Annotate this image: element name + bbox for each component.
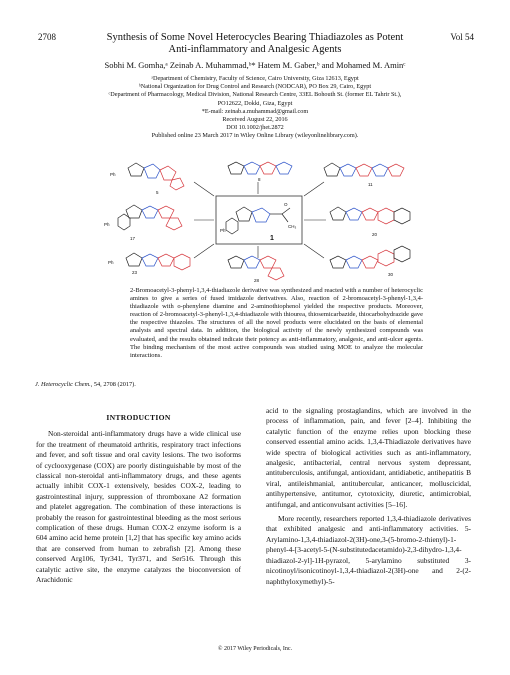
arrow <box>194 182 214 196</box>
ph-label: Ph <box>220 228 226 233</box>
compound-1-structure <box>226 207 290 234</box>
arrow <box>304 182 324 196</box>
section-heading: INTRODUCTION <box>106 413 171 422</box>
intro-paragraph: More recently, researchers reported 1,3,4-thiadiazole derivatives that exhibited analgesic and anti-inflammatory activities. 5-Arylamino-1,3,4-thiadiazol-2(3H)-one,3-(5-bromo-2-thienyl)-1-phenyl-4-[3-acetyl-5-(N-substitutedacetamido)-2,3-dihydro-1,3,4-thiadiazol-2-yl]-1H-pyrazol, 5-arylamino substituted 3-nicotinoyl/isonicotinoyl-1,3,4-thiadiazol-2(3H)-one and 2-(2-naphthyloxymethyl)-5- <box>266 514 471 586</box>
abstract-text: 2-Bromoacetyl-3-phenyl-1,3,4-thiadiazole derivative was synthesized and reacted with a number of heterocyclic amines to give a series of fused imidazole derivatives. Also, reaction of 2-bromoacetyl-3-phenyl-1,3,4-thiadiazole with o-phenylene diamine and 2-aminothiophenol yielded the respective products. Moreover, reaction of 2-bromoacetyl-3-phenyl-1,3,4-thiadiazole with thiourea, thiosemicarbazide, thiocarbohydrazide gave the respective thiazoles. The structures of all the novel products were elucidated on the basis of elemental analysis and spectral data. In addition, the biological activity of the newly synthesized compounds was evaluated, and the results obtained indicate their potency as anti-inflammatory, analgesic, and anti-ulcer agents. The binding mechanism of the most active compounds was studied using MOE to analyze the molecular interactions. <box>130 287 423 359</box>
affiliation-line: ᵇNational Organization for Drug Control and Research (NODCAR), PO Box 29, Cairo, Egypt <box>138 83 372 91</box>
author-list: Sobhi M. Gomha,ᵃ Zeinab A. Muhammad,ᵇ* Hatem M. Gaber,ᵇ and Mohamed M. Aminᶜ <box>104 60 406 70</box>
received-date: Received August 22, 2016 <box>222 116 288 124</box>
compound-label: 23 <box>132 270 138 275</box>
affiliation-line: PO12622, Dokki, Giza, Egypt <box>217 99 293 107</box>
title-line-2: Anti-inflammatory and Analgesic Agents <box>168 44 342 55</box>
compound-17-structure <box>118 205 182 230</box>
title-line-1: Synthesis of Some Novel Heterocycles Bearing Thiadiazoles as Potent <box>106 32 404 43</box>
ph-label: Ph <box>108 260 114 265</box>
compound-label: 5 <box>156 190 159 195</box>
published-line: Published online 23 March 2017 in Wiley Online Library (wileyonlinelibrary.com). <box>151 132 359 140</box>
compound-30-structure <box>330 246 410 268</box>
affiliation-line: ᶜDepartment of Pharmacology, Medical Division, National Research Centre, 33EL Bohouth St. (former EL Tahrir St.), <box>108 91 402 99</box>
affiliations <box>40 75 470 141</box>
compound-label: 30 <box>388 272 394 277</box>
compound-label: 11 <box>368 182 373 187</box>
arrow <box>304 244 324 258</box>
volume-label: Vol 54 <box>450 32 474 42</box>
email-line: *E-mail: zeinab.a.muhammad@gmail.com <box>201 107 309 115</box>
article-title <box>80 32 430 56</box>
page-number: 2708 <box>38 32 56 42</box>
affiliation-line: ᵃDepartment of Chemistry, Faculty of Science, Cairo University, Giza 12613, Egypt <box>151 75 359 82</box>
compound-label: 20 <box>372 232 378 237</box>
compound-5-structure <box>128 163 184 190</box>
ch3-label: CH₃ <box>288 224 297 229</box>
journal-citation <box>35 381 136 388</box>
intro-paragraph: Non-steroidal anti-inflammatory drugs have a wide clinical use for the treatment of rheumatoid arthritis, respiratory tract infections and fever, and soft tissue and oral cavity lesions. The two isoforms of cyclooxygenase (COX) are poorly distinguishable by most of the classical non-steroidal anti-inflammatory drugs, and these agents actually inhibit COX-1 extensively, besides COX-2, leading to gastrointestinal injury, suppression of thromboxane A2 formation and platelet aggregation. The combination of these interactions is probably the reason for gastrointestinal bleeding as the most serious complication of these drugs. Human COX-2 enzyme isoform is a 604 amino acid heme protein [1,2] that has specific key amino acids that are conserved from human to zebrafish [2]. Among these conserved Arg106, Tyr341, Tyr371, and Ser516. Through this catalytic active site, the enzyme catalyzes the bioconversion of Arachidonic <box>36 429 241 585</box>
doi-line: DOI 10.1002/jhet.2872 <box>226 124 284 132</box>
graphical-abstract-scheme <box>86 160 424 284</box>
citation-details: 54, 2708 (2017). <box>92 381 136 388</box>
compound-label: 17 <box>130 236 136 241</box>
arrow <box>194 244 214 258</box>
ph-label: Ph <box>110 172 116 177</box>
compound-11-structure <box>324 163 404 176</box>
ph-label: Ph <box>104 222 110 227</box>
compound-label: 28 <box>254 278 260 283</box>
compound-28-structure <box>228 256 284 280</box>
right-column <box>266 406 471 587</box>
o-label: O <box>284 202 288 207</box>
center-compound-label: 1 <box>270 235 274 242</box>
compound-20-structure <box>330 207 410 224</box>
left-column <box>36 413 241 586</box>
journal-name: J. Heterocyclic Chem., <box>35 381 93 388</box>
compound-8-structure <box>228 162 292 174</box>
copyright-footer: © 2017 Wiley Periodicals, Inc. <box>217 646 293 652</box>
compound-23-structure <box>126 253 190 270</box>
compound-label: 8 <box>258 177 261 182</box>
intro-paragraph-continued: acid to the signaling prostaglandins, which are involved in the process of inflammation, pain, and fever [2–4]. Inhibiting the catalytic function of the enzyme relies upon blocking these conserved essential amino acids. 1,3,4-Thiadiazole derivatives have wide spectra of biological activities such as anti-inflammatory, analgesic, antibacterial, central nervous system depressant, antituberculosis, antifungal, antioxidant, antidiabetic, antihepatitis B viral, antileishmanial, antitubercular, anticancer, molluscicidal, antihypertensive, antitumor, cytotoxicity, diuretic, antimicrobial, antifungal, and anticonvulsant activities [5–16]. <box>266 406 471 509</box>
